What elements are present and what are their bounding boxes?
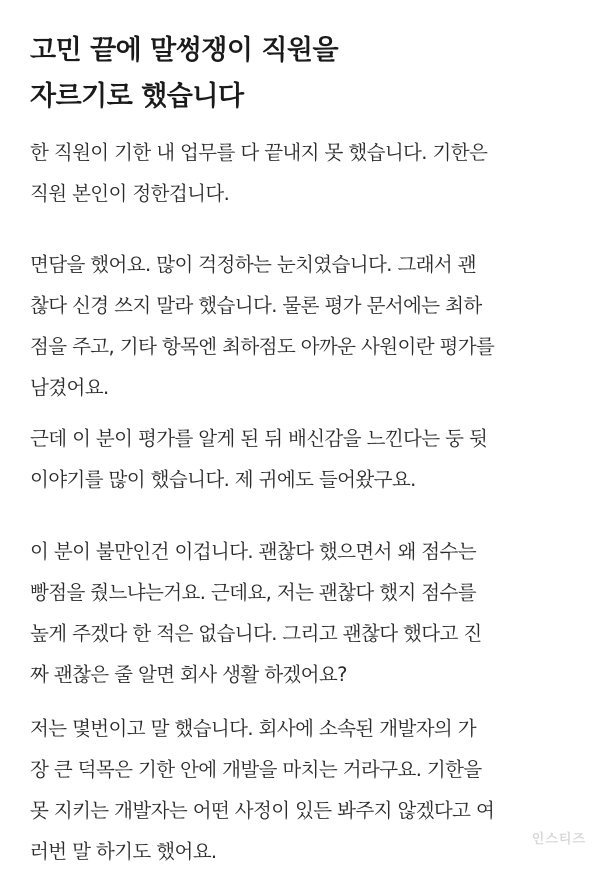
paragraph-3 (30, 418, 590, 500)
paragraph-line: 빵점을 줬느냐는거요. 근데요, 저는 괜찮다 했지 점수를 (30, 581, 477, 604)
paragraph-line: 근데 이 분이 평가를 알게 된 뒤 배신감을 느낀다는 둥 뒷 (30, 427, 488, 450)
paragraph-line: 이 분이 불만인건 이겁니다. 괜찮다 했으면서 왜 점수는 (30, 540, 477, 563)
watermark: 인스티즈 (531, 832, 586, 847)
paragraph-line: 한 직원이 기한 내 업무를 다 끝내지 못 했습니다. 기한은 (30, 141, 488, 164)
paragraph-line: 장 큰 덕목은 기한 안에 개발을 마치는 거라구요. 기한을 (30, 758, 482, 781)
paragraph-line: 찮다 신경 쓰지 말라 했습니다. 물론 평가 문서에는 최하 (30, 294, 482, 317)
paragraph-line: 면담을 했어요. 많이 걱정하는 눈치였습니다. 그래서 괜 (30, 253, 477, 276)
paragraph-5 (30, 708, 590, 872)
paragraph-1 (30, 132, 590, 214)
paragraph-line: 이야기를 많이 했습니다. 제 귀에도 들어왔구요. (30, 468, 416, 491)
paragraph-line: 남겼어요. (30, 376, 109, 399)
article-title (30, 28, 570, 120)
paragraph-2 (30, 244, 590, 408)
paragraph-4 (30, 531, 590, 695)
paragraph-line: 직원 본인이 정한겁니다. (30, 182, 230, 205)
paragraph-line: 못 지키는 개발자는 어떤 사정이 있든 봐주지 않겠다고 여 (30, 799, 495, 822)
paragraph-line: 저는 몇번이고 말 했습니다. 회사에 소속된 개발자의 가 (30, 717, 477, 740)
title-line: 고민 끝에 말썽쟁이 직원을 (30, 35, 339, 66)
paragraph-line: 짜 괜찮은 줄 알면 회사 생활 하겠어요? (30, 663, 347, 686)
paragraph-line: 점을 주고, 기타 항목엔 최하점도 아까운 사원이란 평가를 (30, 335, 495, 358)
paragraph-line: 러번 말 하기도 했어요. (30, 840, 217, 863)
paragraph-line: 높게 주겠다 한 적은 없습니다. 그리고 괜찮다 했다고 진 (30, 622, 482, 645)
title-line: 자르기로 했습니다 (30, 81, 244, 112)
